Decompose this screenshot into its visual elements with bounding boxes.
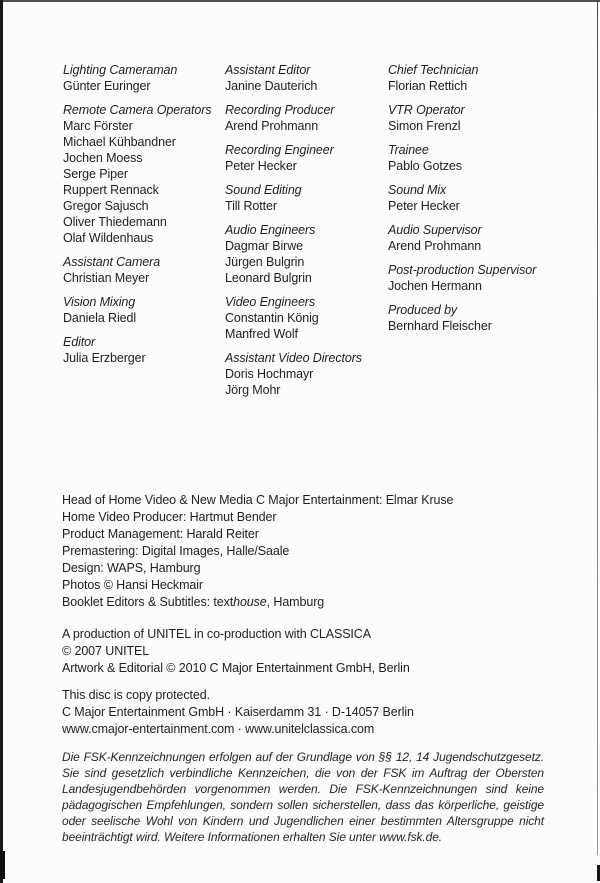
credit-role: Post-production Supervisor xyxy=(388,263,537,277)
credit-name: Florian Rettich xyxy=(388,79,468,93)
credit-name: Julia Erzberger xyxy=(63,351,146,365)
text-line: Product Management: Harald Reiter xyxy=(62,527,259,541)
credit-name: Arend Prohmann xyxy=(225,119,319,133)
credit-name: Serge Piper xyxy=(63,167,128,181)
credit-name: Leonard Bulgrin xyxy=(225,271,312,285)
credit-entry xyxy=(388,102,583,134)
credit-role: Editor xyxy=(63,335,96,349)
production-credits-block xyxy=(62,492,453,611)
credit-entry xyxy=(388,182,583,214)
credit-name: Peter Hecker xyxy=(388,199,460,213)
credit-entry xyxy=(225,294,388,342)
credit-entry xyxy=(63,62,225,94)
text-line: A production of UNITEL in co-production with CLASSICA xyxy=(62,627,371,641)
credit-entry xyxy=(225,62,388,94)
credit-role: Sound Editing xyxy=(225,183,302,197)
credit-name: Michael Kühbandner xyxy=(63,135,176,149)
credit-role: Assistant Editor xyxy=(225,63,311,77)
credit-name: Manfred Wolf xyxy=(225,327,298,341)
scan-edge-top xyxy=(0,0,600,2)
credit-name: Ruppert Rennack xyxy=(63,183,159,197)
scan-edge-right xyxy=(597,0,598,855)
credit-role: Audio Engineers xyxy=(225,223,316,237)
text-segment: , Hamburg xyxy=(266,595,325,609)
text-line: Photos © Hansi Heckmair xyxy=(62,578,203,592)
credit-name: Gregor Sajusch xyxy=(63,199,149,213)
credit-name: Olaf Wildenhaus xyxy=(63,231,154,245)
scan-edge-left-bottom xyxy=(0,851,5,879)
credit-name: Jürgen Bulgrin xyxy=(225,255,305,269)
credit-name: Oliver Thiedemann xyxy=(63,215,167,229)
credit-name: Till Rotter xyxy=(225,199,277,213)
contact-info-block xyxy=(62,687,414,738)
text-line: Premastering: Digital Images, Halle/Saale xyxy=(62,544,290,558)
credit-role: Audio Supervisor xyxy=(388,223,482,237)
text-line: Head of Home Video & New Media C Major Entertainment: Elmar Kruse xyxy=(62,493,454,507)
credit-name: Bernhard Fleischer xyxy=(388,319,492,333)
credit-name: Doris Hochmayr xyxy=(225,367,314,381)
credit-entry xyxy=(388,222,583,254)
credit-role: Chief Technician xyxy=(388,63,479,77)
credits-columns xyxy=(63,62,583,406)
credit-entry xyxy=(225,142,388,174)
credit-role: Recording Engineer xyxy=(225,143,334,157)
credit-entry xyxy=(63,334,225,366)
credit-name: Marc Förster xyxy=(63,119,133,133)
text-line: www.cmajor-entertainment.com · www.unitelclassica.com xyxy=(62,722,375,736)
credit-entry xyxy=(388,262,583,294)
credit-name: Peter Hecker xyxy=(225,159,297,173)
credit-entry xyxy=(63,102,225,246)
credits-column xyxy=(63,62,225,406)
text-line: C Major Entertainment GmbH · Kaiserdamm 31 · D-14057 Berlin xyxy=(62,705,414,719)
credit-entry xyxy=(63,294,225,326)
text-line: Design: WAPS, Hamburg xyxy=(62,561,201,575)
credit-name: Daniela Riedl xyxy=(63,311,137,325)
credit-role: Vision Mixing xyxy=(63,295,136,309)
text-segment: Booklet Editors & Subtitles: text xyxy=(62,595,234,609)
credit-name: Arend Prohmann xyxy=(388,239,482,253)
credit-entry xyxy=(225,350,388,398)
credit-entry xyxy=(63,254,225,286)
credit-name: Günter Euringer xyxy=(63,79,151,93)
credit-role: Remote Camera Operators xyxy=(63,103,212,117)
credit-role: Recording Producer xyxy=(225,103,335,117)
credit-entry xyxy=(388,302,583,334)
fsk-notice: Die FSK-Kennzeichnungen erfolgen auf der Grundlage von §§ 12, 14 Jugendschutzgesetz. Sie sind gesetzlich verbindliche Kennzeichen, die von der FSK im Auftrag der Obersten Landesjugendbehörden vorgenommen werden. Die FSK-Kennzeichnungen sind keine pädagogischen Empfehlungen, sondern sollen sicherstellen, dass das körperliche, geistige oder seelische Wohl von Kindern und Jugendlichen einer bestimmten Altersgruppe nicht beeinträchtigt wird. Weitere Informationen erhalten Sie unter www.fsk.de. xyxy=(62,750,544,844)
credit-entry xyxy=(225,182,388,214)
credit-name: Christian Meyer xyxy=(63,271,150,285)
scan-edge-left xyxy=(0,0,3,883)
text-line: Artwork & Editorial © 2010 C Major Entertainment GmbH, Berlin xyxy=(62,661,410,675)
credit-role: Video Engineers xyxy=(225,295,316,309)
credit-role: Assistant Video Directors xyxy=(225,351,362,365)
credit-role: Lighting Cameraman xyxy=(63,63,178,77)
credit-role: Sound Mix xyxy=(388,183,447,197)
credit-role: Trainee xyxy=(388,143,429,157)
credit-name: Pablo Gotzes xyxy=(388,159,462,173)
credit-role: VTR Operator xyxy=(388,103,465,117)
credits-column xyxy=(225,62,388,406)
credits-column xyxy=(388,62,583,406)
credit-role: Assistant Camera xyxy=(63,255,161,269)
text-line xyxy=(62,594,453,611)
credit-name: Simon Frenzl xyxy=(388,119,461,133)
text-line: © 2007 UNITEL xyxy=(62,644,150,658)
credit-name: Jochen Moess xyxy=(63,151,143,165)
credit-name: Janine Dauterich xyxy=(225,79,318,93)
text-line: This disc is copy protected. xyxy=(62,688,210,702)
text-segment: house xyxy=(233,595,267,609)
credit-name: Constantin König xyxy=(225,311,319,325)
credit-entry xyxy=(388,62,583,94)
company-credits-block xyxy=(62,626,410,677)
credit-name: Jörg Mohr xyxy=(225,383,281,397)
credit-entry xyxy=(388,142,583,174)
text-line: Home Video Producer: Hartmut Bender xyxy=(62,510,277,524)
credit-role: Produced by xyxy=(388,303,458,317)
credit-name: Dagmar Birwe xyxy=(225,239,303,253)
credit-name: Jochen Hermann xyxy=(388,279,482,293)
credit-entry xyxy=(225,102,388,134)
credit-entry xyxy=(225,222,388,286)
